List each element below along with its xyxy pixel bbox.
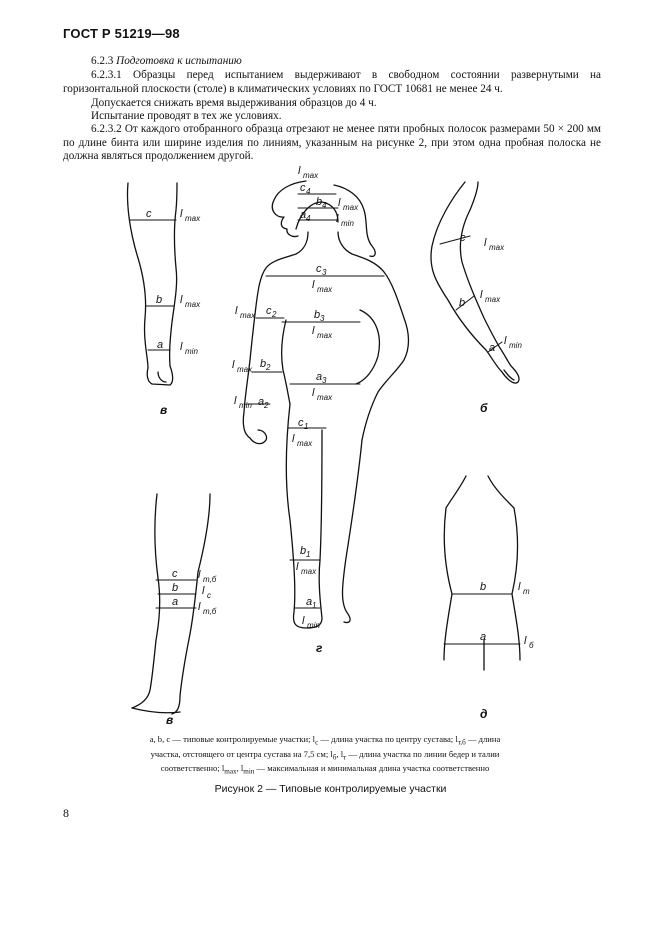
svg-text:2: 2 [264, 401, 269, 410]
svg-text:max: max [317, 285, 333, 294]
svg-text:max: max [185, 214, 201, 223]
page-number: 8 [63, 806, 69, 820]
svg-text:l: l [180, 294, 183, 306]
l-min-label [234, 395, 252, 410]
zone-label-b4 [316, 196, 327, 210]
zone-label: b [172, 582, 179, 594]
svg-text:l: l [198, 569, 201, 581]
l-max-label [180, 294, 201, 309]
svg-text:max: max [343, 203, 359, 212]
zone-label: a [480, 631, 487, 643]
zone-label: c [146, 208, 152, 220]
paragraph-6-2-3-1: 6.2.3.1 Образцы перед испытанием выдерживают в свободном состоянии развернутыми на горизонтальной плоскости (столе) в климатических условиях по ГОСТ 10681 не менее 24 ч. [63, 69, 601, 95]
svg-text:max: max [240, 311, 256, 320]
svg-text:max: max [489, 243, 505, 252]
svg-text:c: c [300, 182, 306, 194]
svg-text:1: 1 [312, 601, 317, 610]
svg-text:l: l [504, 335, 507, 347]
svg-text:l: l [202, 585, 205, 597]
svg-text:1: 1 [306, 550, 311, 559]
svg-text:l: l [234, 395, 237, 407]
paragraph-test-conditions: Испытание проводят в тех же условиях. [91, 110, 282, 122]
panel-label-knee: в [166, 713, 174, 727]
l-max-label [480, 289, 501, 304]
svg-text:3: 3 [322, 268, 327, 277]
svg-text:max: max [317, 393, 333, 402]
zone-label: a [489, 342, 496, 354]
svg-text:c: c [207, 591, 211, 600]
zone-label: b [480, 581, 487, 593]
svg-text:a: a [316, 371, 323, 383]
figure-caption: Рисунок 2 — Типовые контролируемые участки [214, 783, 447, 795]
svg-text:3: 3 [320, 314, 325, 323]
l-max-label [298, 165, 319, 180]
zone-label-a4 [300, 209, 311, 223]
zone-label: a [157, 339, 164, 351]
svg-text:max: max [303, 171, 319, 180]
arm-outline [431, 182, 519, 383]
l-max-label [235, 305, 256, 320]
section-heading: 6.2.3 Подготовка к испытанию [91, 55, 242, 67]
svg-text:l: l [312, 325, 315, 337]
l-min-label [336, 213, 354, 228]
svg-text:l: l [518, 581, 521, 593]
figure-legend: a, b, c — типовые контролируемые участки; $l_c$ — длина участка по центру сустава; $l_{т,б}$ — длина участка, отстоящего от центра сустава на 7,5 см; $l_б$, $l_т$ — длина участка по линии бедер и талии соответственно; $l_{max}$, $l_{min}$ — максимальная и минимальная длина участка соответственно [149, 734, 501, 777]
zone-label: b [459, 297, 466, 309]
svg-text:max: max [301, 567, 317, 576]
svg-text:б: б [529, 641, 534, 650]
zone-label-c3 [316, 263, 327, 277]
svg-text:max: max [485, 295, 501, 304]
svg-text:b: b [316, 196, 323, 208]
zone-label-a1 [306, 596, 316, 610]
paragraph-time-reduction: Допускается снижать время выдерживания образцов до 4 ч. [91, 97, 377, 109]
l-max-label [292, 433, 313, 448]
svg-text:4: 4 [306, 214, 311, 223]
svg-text:l: l [298, 165, 301, 177]
panel-label-arm: б [480, 401, 488, 415]
l-max-label [312, 387, 333, 402]
l-max-label [180, 208, 201, 223]
l-tb-label [198, 601, 217, 616]
zone-label-b2 [260, 358, 271, 372]
zone-label: c [460, 232, 466, 244]
l-max-label [312, 325, 333, 340]
svg-text:т,б: т,б [203, 607, 217, 616]
svg-text:c: c [316, 263, 322, 275]
svg-text:т,б: т,б [203, 575, 217, 584]
zone-label: b [156, 294, 163, 306]
panel-label-leg: в [160, 403, 168, 417]
svg-text:l: l [302, 615, 305, 627]
svg-text:l: l [198, 601, 201, 613]
svg-text:b: b [314, 309, 321, 321]
svg-text:min: min [307, 621, 320, 630]
panel-label-torso: д [480, 707, 488, 721]
zone-label-a2 [258, 396, 269, 410]
svg-text:max: max [297, 439, 313, 448]
panel-label-figure: г [316, 641, 323, 655]
svg-text:b: b [260, 358, 267, 370]
svg-text:4: 4 [306, 187, 311, 196]
svg-text:a: a [300, 209, 307, 221]
l-max-label [312, 279, 333, 294]
svg-text:l: l [180, 208, 183, 220]
svg-text:4: 4 [322, 201, 327, 210]
svg-text:l: l [296, 561, 299, 573]
svg-text:min: min [239, 401, 252, 410]
svg-text:2: 2 [272, 310, 277, 319]
svg-text:l: l [312, 279, 315, 291]
svg-text:min: min [341, 219, 354, 228]
zone-label-b3 [314, 309, 325, 323]
svg-text:a: a [258, 396, 265, 408]
svg-text:max: max [185, 300, 201, 309]
l-max-label [484, 237, 505, 252]
svg-text:3: 3 [322, 376, 327, 385]
svg-text:c: c [298, 417, 304, 429]
svg-text:l: l [524, 635, 527, 647]
svg-text:l: l [338, 197, 341, 209]
l-max-label [296, 561, 317, 576]
svg-text:l: l [292, 433, 295, 445]
svg-text:l: l [336, 213, 339, 225]
zone-label-a3 [316, 371, 327, 385]
l-tb-label [198, 569, 217, 584]
zone-label-c1 [298, 417, 308, 431]
svg-text:1: 1 [304, 422, 309, 431]
svg-text:l: l [484, 237, 487, 249]
svg-text:min: min [185, 347, 198, 356]
svg-text:b: b [300, 545, 307, 557]
paragraph-6-2-3-2: 6.2.3.2 От каждого отобранного образца отрезают не менее пяти пробных полосок размерами 50 × 200 мм по длине бинта или ширине изделия по линиям, указанным на рисунке 2, при этом одна пробная полоска не должна являться продолжением другой. [63, 123, 601, 163]
l-min-label [180, 341, 198, 356]
svg-text:l: l [180, 341, 183, 353]
svg-text:l: l [235, 305, 238, 317]
zone-label-b1 [300, 545, 310, 559]
l-b-label [524, 635, 534, 650]
svg-text:a: a [306, 596, 313, 608]
l-t-label [518, 581, 530, 596]
svg-text:l: l [312, 387, 315, 399]
l-max-label [338, 197, 359, 212]
svg-text:c: c [266, 305, 272, 317]
svg-text:max: max [317, 331, 333, 340]
l-c-label [202, 585, 211, 600]
zone-label-c2 [266, 305, 277, 319]
svg-text:max: max [237, 365, 253, 374]
svg-text:l: l [480, 289, 483, 301]
zone-label: a [172, 596, 179, 608]
zone-label-c4 [300, 182, 311, 196]
leg-outline [127, 183, 177, 385]
document-header: ГОСТ Р 51219—98 [63, 26, 180, 41]
svg-text:т: т [523, 587, 530, 596]
zone-label: c [172, 568, 178, 580]
l-min-label [504, 335, 522, 350]
svg-text:min: min [509, 341, 522, 350]
svg-text:l: l [232, 359, 235, 371]
svg-text:2: 2 [266, 363, 271, 372]
